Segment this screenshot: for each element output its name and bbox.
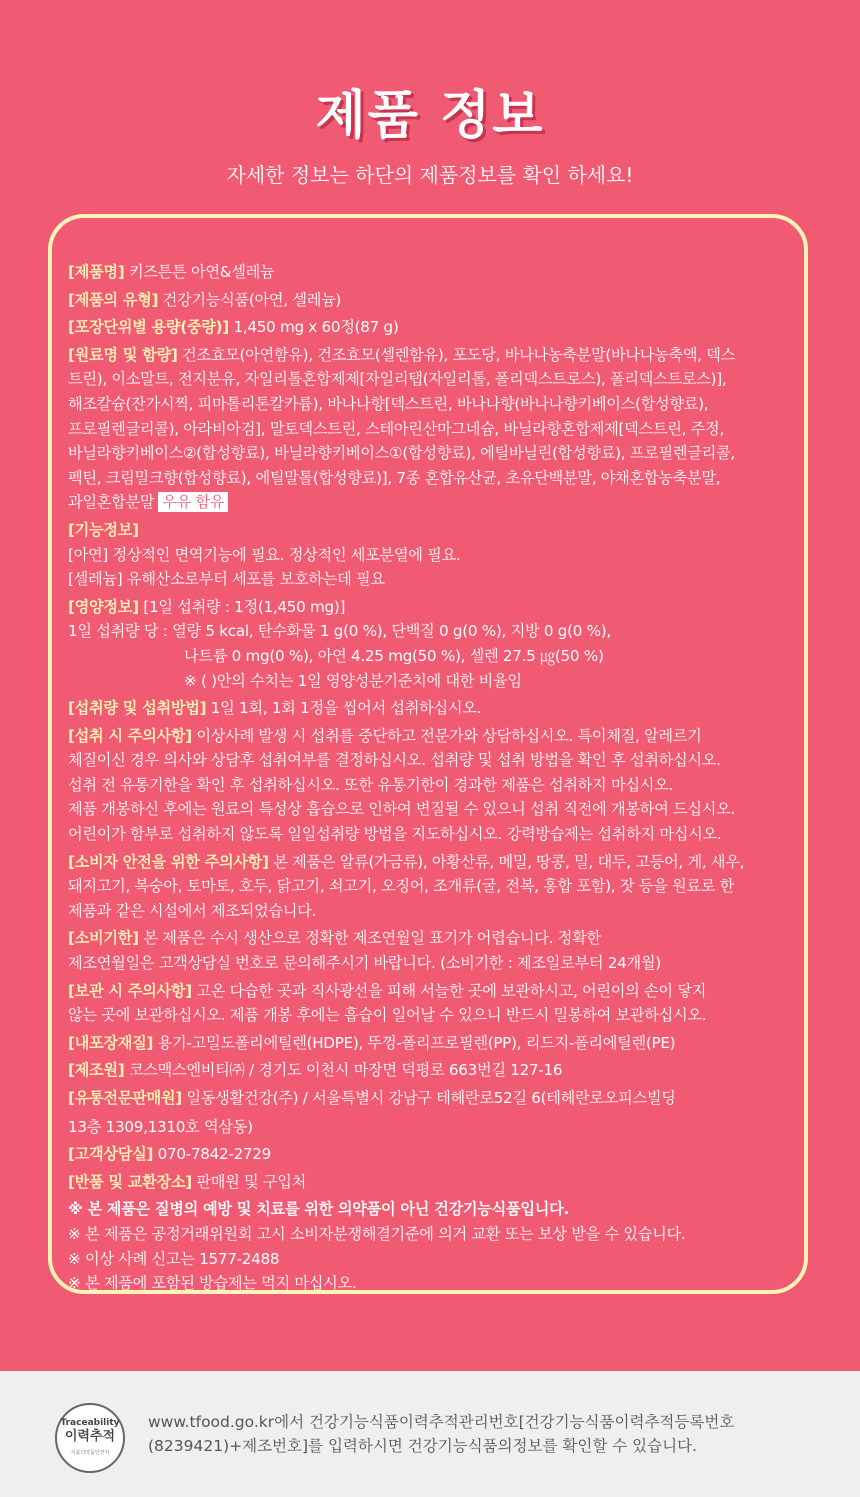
distributor-line: 일동생활건강(주) / 서울특별시 강남구 테헤란로52길 6(테헤란로오피스빌딩: [186, 1089, 676, 1107]
expiry-label: [소비기한]: [68, 929, 139, 948]
distributor-line: 13층 1309,1310호 역삼동): [68, 1117, 253, 1136]
notice-line: ※ 본 제품에 포함된 방습제는 먹지 마십시오.: [68, 1274, 357, 1293]
logo-top-text: Traceability: [60, 1418, 120, 1428]
ingredients-line: 해조칼슘(잔가시찍, 피마톨리톤칼카륨), 바나나향[덱스트린, 바나나향(바나나향키베이스(합성향료),: [68, 394, 709, 413]
footer: [0, 1371, 860, 1497]
intake-row: [68, 696, 808, 721]
ingredients-block: [68, 343, 808, 515]
notice-line: ※ 본 제품은 질병의 예방 및 치료를 위한 의약품이 아닌 건강기능식품입니다.: [68, 1200, 569, 1219]
allergen-badge: 우유 함유: [158, 492, 228, 512]
capacity-row: [68, 315, 808, 340]
cautions-block: [68, 724, 808, 847]
notices-block: [68, 1197, 808, 1295]
product-type-row: [68, 288, 808, 313]
page-subtitle: 자세한 정보는 하단의 제품정보를 확인 하세요!: [226, 163, 634, 187]
product-name-label: [제품명]: [68, 263, 125, 281]
expiry-line: 제조연월일은 고객상담실 번호로 문의해주시기 바랍니다. (소비기한 : 제조일로부터 24개월): [68, 954, 661, 973]
expiry-block: [68, 926, 808, 975]
logo-main-text: 이력추적: [64, 1429, 116, 1444]
manufacturer-row: [68, 1058, 808, 1083]
nutrition-line: 나트륨 0 mg(0 %), 아연 4.25 mg(50 %), 셀렌 27.5 ㎍(50 %): [184, 646, 604, 665]
capacity-value: 1,450 mg x 60정(87 g): [233, 318, 399, 337]
cautions-line: 이상사례 발생 시 섭취를 중단하고 전문가와 상담하십시오. 특이체질, 알레르기: [196, 726, 702, 745]
page-title: 제품 정보: [315, 86, 545, 146]
function-label: [기능정보]: [68, 520, 139, 539]
storage-line: 고온 다습한 곳과 직사광선을 피해 서늘한 곳에 보관하시고, 어린이의 손이 닿지: [196, 981, 707, 1000]
nutrition-serving: [1일 섭취량 : 1정(1,450 mg)]: [143, 597, 346, 616]
distributor-block: [68, 1086, 808, 1139]
customer-service-label: [고객상담실]: [68, 1145, 154, 1164]
footer-text: [148, 1410, 828, 1458]
traceability-logo: [55, 1403, 125, 1473]
notice-line: ※ 이상 사례 신고는 1577-2488: [68, 1249, 280, 1268]
ingredients-line: 펙틴, 크림밀크향(합성향료), 에틸말톨(합성향료)], 7종 혼합유산균, 초유단백분말, 야채혼합농축분말,: [68, 468, 721, 487]
logo-bottom-text: 식품의약품안전처: [70, 1450, 110, 1456]
consumer-safety-label: [소비자 안전을 위한 주의사항]: [68, 852, 269, 871]
storage-label: [보관 시 주의사항]: [68, 981, 192, 1000]
cautions-label: [섭취 시 주의사항]: [68, 726, 192, 745]
returns-row: [68, 1170, 808, 1195]
consumer-safety-line: 돼지고기, 복숭아, 토마토, 호두, 닭고기, 쇠고기, 오징어, 조개류(굴, 전복, 홍합 포함), 잣 등을 원료로 한: [68, 877, 735, 896]
product-type-label: [제품의 유형]: [68, 290, 159, 309]
consumer-safety-line: 본 제품은 알류(가금류), 아황산류, 메밀, 땅콩, 밀, 대두, 고등어, 게, 새우,: [273, 852, 745, 871]
storage-line: 않는 곳에 보관하십시오. 제품 개봉 후에는 흡습이 일어날 수 있으니 반드시 밀봉하여 보관하십시오.: [68, 1006, 707, 1025]
ingredients-line: 프로필렌글리콜), 아라비아검], 말토덱스트린, 스테아린산마그네슘, 바닐라향혼합제제[덱스트린, 주정,: [68, 419, 724, 438]
function-block: [68, 518, 808, 592]
returns-label: [반품 및 교환장소]: [68, 1172, 192, 1191]
product-name-row: [68, 260, 808, 285]
expiry-line: 본 제품은 수시 생산으로 정확한 제조연월일 표기가 어렵습니다. 정확한: [143, 929, 601, 948]
distributor-label: [유통전문판매원]: [68, 1089, 182, 1107]
product-info: [68, 260, 808, 1296]
nutrition-label: [영양정보]: [68, 597, 139, 616]
customer-service-value: 070-7842-2729: [157, 1145, 272, 1164]
notice-line: ※ 본 제품은 공정거래위원회 고시 소비자분쟁해결기준에 의거 교환 또는 보상 받을 수 있습니다.: [68, 1224, 686, 1243]
ingredients-label: [원료명 및 함량]: [68, 345, 178, 364]
customer-service-row: [68, 1142, 808, 1167]
function-line: [아연] 정상적인 면역기능에 필요. 정상적인 세포분열에 필요.: [68, 545, 461, 564]
manufacturer-label: [제조원]: [68, 1061, 125, 1080]
packaging-value: 용기-고밀도폴리에틸렌(HDPE), 뚜껑-폴리프로필렌(PP), 리드지-폴리에틸렌(PE): [157, 1033, 676, 1052]
cautions-line: 제품 개봉하신 후에는 원료의 특성상 흡습으로 인하여 변질될 수 있으니 섭취 직전에 개봉하여 드십시오.: [68, 800, 735, 819]
cautions-line: 섭취 전 유통기한을 확인 후 섭취하십시오. 또한 유통기한이 경과한 제품은 섭취하지 마십시오.: [68, 775, 673, 794]
consumer-safety-line: 제품과 같은 시설에서 제조되었습니다.: [68, 901, 317, 920]
nutrition-block: [68, 595, 808, 693]
intake-value: 1일 1회, 1회 1정을 씹어서 섭취하십시오.: [210, 699, 482, 718]
function-line: [셀레늄] 유해산소로부터 세포를 보호하는데 필요: [68, 570, 385, 589]
ingredients-line: 과일혼합분말: [68, 493, 155, 512]
capacity-label: [포장단위별 용량(중량)]: [68, 318, 229, 337]
ingredients-line: 건조효모(아연함유), 건조효모(셀렌함유), 포도당, 바나나농축분말(바나나농축액, 덱스: [182, 345, 735, 364]
product-type-value: 건강기능식품(아연, 셀레늄): [162, 290, 342, 309]
ingredients-line: 바닐라향키베이스②(합성향료), 바닐라향키베이스①(합성향료), 에틸바닐린(합성향료), 프로필렌글리콜,: [68, 444, 735, 463]
cautions-line: 어린이가 함부로 섭취하지 않도록 일일섭취량 방법을 지도하십시오. 강력방습제는 섭취하지 마십시오.: [68, 825, 722, 844]
ingredients-line: 트린), 이소말트, 전지분유, 자일리톨혼합제제[자일리탭(자일리톨, 폴리덱스트로스), 폴리덱스트로스)],: [68, 370, 727, 389]
footer-line: www.tfood.go.kr에서 건강기능식품이력추적관리번호[건강기능식품이력추적등록번호: [148, 1413, 735, 1431]
packaging-label: [내포장재질]: [68, 1033, 154, 1052]
nutrition-line: 1일 섭취량 당 : 열량 5 kcal, 탄수화물 1 g(0 %), 단백질 0 g(0 %), 지방 0 g(0 %),: [68, 622, 611, 641]
returns-value: 판매원 및 구입처: [196, 1172, 307, 1191]
storage-block: [68, 979, 808, 1028]
consumer-safety-block: [68, 850, 808, 924]
footer-line: (8239421)+제조번호]를 입력하시면 건강기능식품의정보를 확인할 수 있습니다.: [148, 1437, 697, 1455]
packaging-row: [68, 1031, 808, 1056]
nutrition-note: ※ ( )안의 수치는 1일 영양성분기준치에 대한 비율임: [184, 671, 522, 690]
intake-label: [섭취량 및 섭취방법]: [68, 699, 207, 718]
manufacturer-value: 코스맥스엔비티㈜ / 경기도 이천시 마장면 덕평로 663번길 127-16: [128, 1061, 563, 1080]
product-name-value: 키즈튼튼 아연&셀레늄: [128, 263, 275, 281]
cautions-line: 체질이신 경우 의사와 상담후 섭취여부를 결정하십시오. 섭취량 및 섭취 방법을 확인 후 섭취하십시오.: [68, 751, 721, 770]
